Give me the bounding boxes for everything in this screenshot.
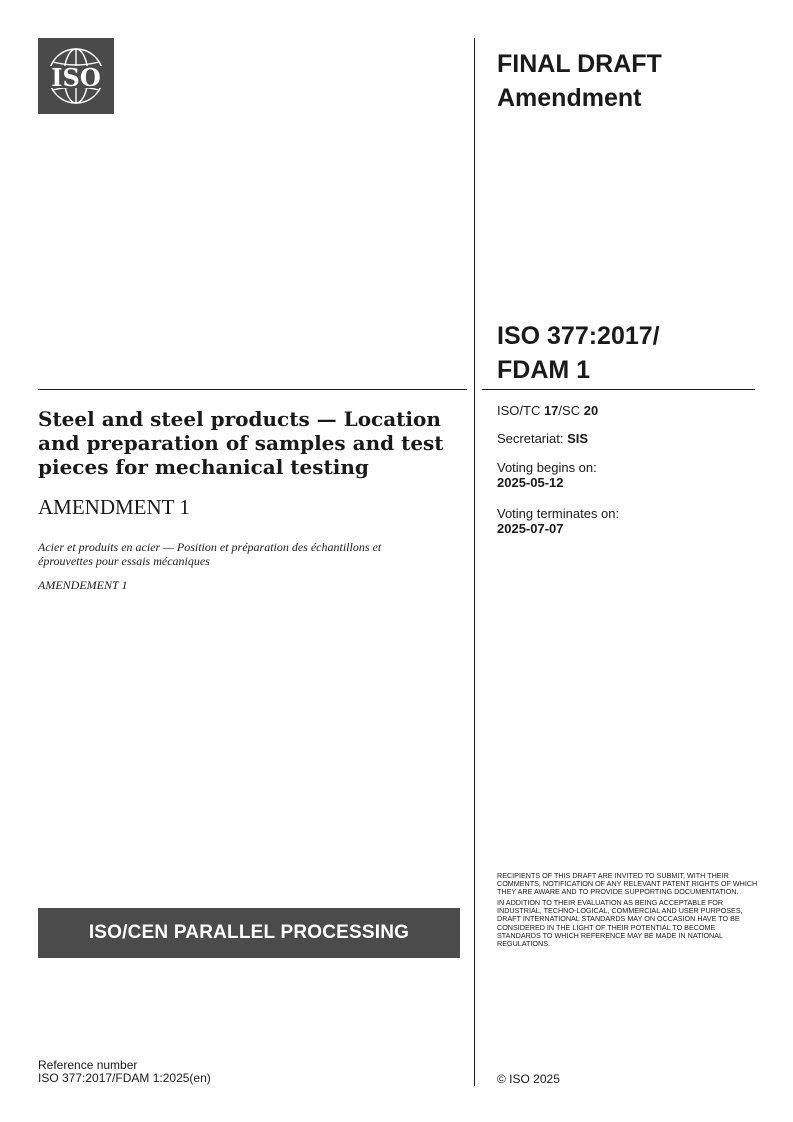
voting-begins-date: 2025-05-12 bbox=[497, 475, 564, 490]
voting-terminates bbox=[497, 506, 619, 536]
voting-terminates-date: 2025-07-07 bbox=[497, 521, 564, 536]
document-number-line-1: ISO 377:2017/ bbox=[497, 322, 660, 350]
right-rule bbox=[482, 389, 755, 390]
iso-logo bbox=[38, 38, 114, 114]
left-rule bbox=[38, 389, 467, 390]
reference-value: ISO 377:2017/FDAM 1:2025(en) bbox=[38, 1071, 211, 1085]
amendment-french: AMENDEMENT 1 bbox=[38, 578, 128, 592]
voting-begins-label: Voting begins on: bbox=[497, 460, 597, 475]
reference-number bbox=[38, 1059, 211, 1085]
notice-paragraph-1: RECIPIENTS OF THIS DRAFT ARE INVITED TO SUBMIT, WITH THEIR COMMENTS, NOTIFICATION OF ANY RELEVANT PATENT RIGHTS OF WHICH THEY ARE AWARE AND TO PROVIDE SUPPORTING DOCUMENTATION. bbox=[497, 871, 758, 897]
secretariat: Secretariat: SIS bbox=[497, 431, 589, 446]
document-stage bbox=[497, 47, 662, 115]
document-number-line-2: FDAM 1 bbox=[497, 356, 591, 384]
globe-icon bbox=[38, 38, 114, 114]
parallel-processing-banner: ISO/CEN PARALLEL PROCESSING bbox=[38, 908, 460, 958]
amendment-english: AMENDMENT 1 bbox=[38, 495, 190, 519]
logo-text: ISO bbox=[51, 63, 101, 92]
column-divider bbox=[474, 38, 475, 1086]
title-english: Steel and steel products — Location and preparation of samples and test pieces for mechanical testing bbox=[38, 407, 444, 479]
voting-terminates-label: Voting terminates on: bbox=[497, 506, 620, 521]
notice-paragraph-2: IN ADDITION TO THEIR EVALUATION AS BEING ACCEPTABLE FOR INDUSTRIAL, TECHNO-LOGICAL, COMMERCIAL AND USER PURPOSES, DRAFT INTERNATIONAL STANDARDS MAY ON OCCASION HAVE TO BE CONSIDERED IN THE LIGHT OF THEIR POTENTIAL TO BECOME STANDARDS TO WHICH REFERENCE MAY BE MADE IN NATIONAL REGULATIONS. bbox=[497, 898, 743, 948]
copyright: © ISO 2025 bbox=[497, 1072, 560, 1086]
committee: ISO/TC 17/SC 20 bbox=[497, 403, 599, 418]
document-number bbox=[497, 319, 660, 387]
stage-line-2: Amendment bbox=[497, 84, 642, 112]
voting-begins bbox=[497, 460, 597, 490]
draft-notice bbox=[497, 872, 759, 951]
title-french: Acier et produits en acier — Position et préparation des échantillons et éprouvettes pour essais mécaniques bbox=[38, 540, 382, 568]
stage-line-1: FINAL DRAFT bbox=[497, 50, 662, 78]
reference-label: Reference number bbox=[38, 1058, 138, 1072]
